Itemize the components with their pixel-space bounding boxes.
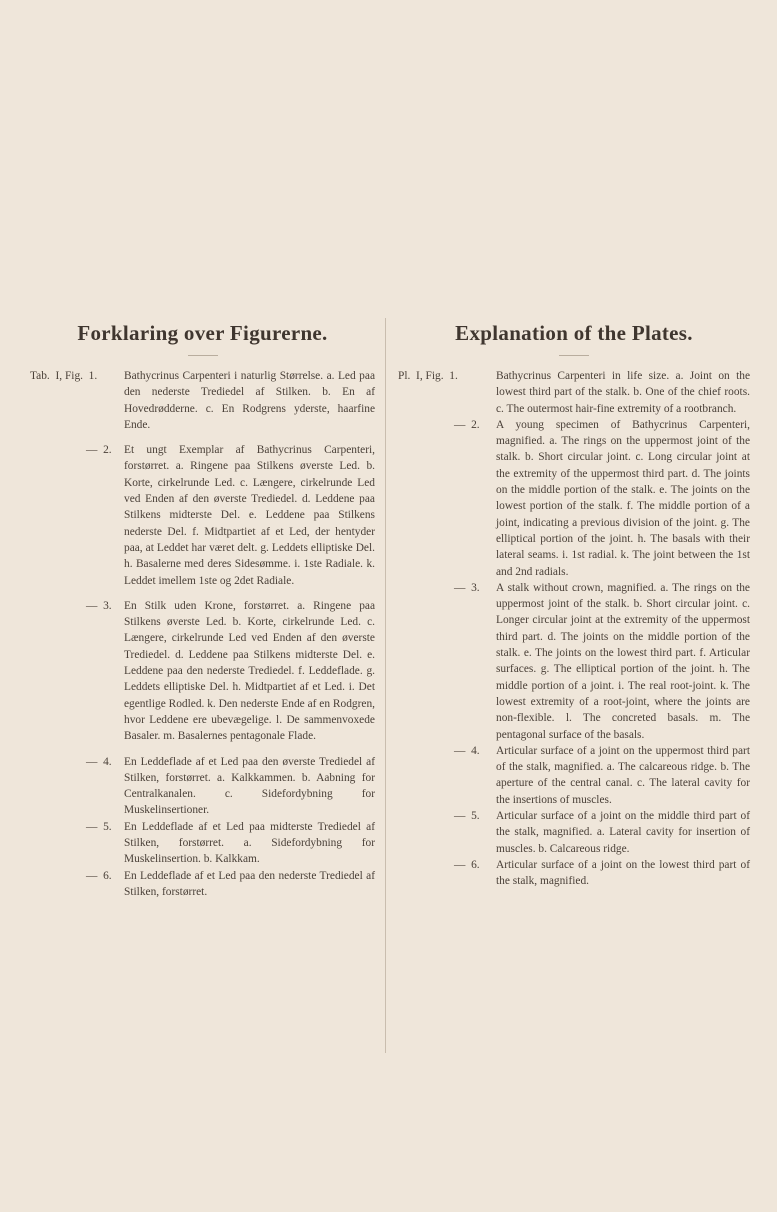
figure-entry [398,808,750,857]
danish-column [30,320,375,900]
figure-caption: Et ungt Exemplar af Bathycrinus Carpenteri, forstørret. a. Ringene paa Stilkens øverste Led. b. Korte, cirkelrunde Led. c. Længere, cirkelrunde Led ved Enden af den øverste Trediedel. d. Leddene paa Stilkens midterste Del. e. Leddene paa Stilkens nederste Del. f. Midtpartiet af et Led, der hentyder paa, at Leddet har været delt. g. Leddets elliptiske Del. h. Basalerne med deres Sidesømme. i. 1ste Radiale. k. Leddet imellem 1ste og 2det Radiale. [124,444,375,587]
figure-entry [30,442,375,589]
figure-label: — 5. [454,810,480,823]
column-divider [385,318,386,1053]
figure-entry [398,580,750,743]
figure-caption: En Leddeflade af et Led paa midterste Trediedel af Stilken, forstørret. a. Sidefordybning for Muskelinsertion. b. Kalkkam. [124,820,375,866]
danish-heading: Forklaring over Figurerne. [77,321,328,345]
figure-caption: Articular surface of a joint on the uppermost third part of the stalk, magnified. a. The calcareous ridge. b. The aperture of the central canal. c. The lateral cavity for the insertions of muscles. [496,744,750,806]
figure-caption: Bathycrinus Carpenteri i naturlig Størrelse. a. Led paa den nederste Trediedel af Stilken. b. En af Hovedrødderne. c. En Rodgrens yderste, haarfine Ende. [124,370,375,431]
figure-entry [30,754,375,819]
figure-caption: En Leddeflade af et Led paa den nederste Trediedel af Stilken, forstørret. [124,869,375,898]
english-heading: Explanation of the Plates. [455,321,693,345]
figure-label: — 4. [454,744,480,757]
figure-entry [398,417,750,580]
figure-label: Tab. I, Fig. 1. [30,370,98,382]
figure-label: — 6. [86,869,112,882]
figure-label: — 5. [86,820,112,833]
figure-label: — 6. [454,858,480,871]
figure-caption: A stalk without crown, magnified. a. The rings on the uppermost joint of the stalk. b. Short circular joint. c. Longer circular joint at the extremity of the uppermost third part. d. The joints on the middle portion of the stalk. e. The joints on the lowest third part. f. Articular surfaces. g. The elliptical portion of the joint. h. The middle portion of a joint. i. The real root-joint. k. The lowest extremity of a root-joint, where the joints are non-flexible. l. The concreted basals. m. The pentagonal surface of the basals. [496,581,750,741]
figure-caption: En Leddeflade af et Led paa den øverste Trediedel af Stilken, forstørret. a. Kalkkammen. b. Aabning for Centralkanalen. c. Sidefordybning for Muskelinsertioner. [124,755,375,817]
figure-entry [30,368,375,433]
figure-label: — 2. [86,444,112,457]
figure-label: Pl. I, Fig. 1. [398,370,458,382]
figure-entry [30,598,375,745]
figure-label: — 4. [86,755,112,768]
figure-entry [30,819,375,868]
english-column [398,320,750,890]
heading-rule [188,355,218,356]
figure-entry [30,868,375,901]
figure-caption: Articular surface of a joint on the middle third part of the stalk, magnified. a. Lateral cavity for insertion of muscles. b. Calcareous ridge. [496,810,750,855]
figure-caption: Articular surface of a joint on the lowest third part of the stalk, magnified. [496,858,750,888]
figure-entry [398,857,750,890]
figure-label: — 3. [454,581,480,594]
figure-label: — 2. [454,418,480,431]
figure-caption: En Stilk uden Krone, forstørret. a. Ringene paa Stilkens øverste Led. b. Korte, cirkelrunde Led. c. Længere, cirkelrunde Led ved Enden af den øverste Trediedel. d. Leddene paa Stilkens midterste Del. e. Leddene paa den nederste Trediedel. f. Leddeflade. g. Leddets elliptiske Del. h. Midtpartiet af et Led. i. Det egentlige Rodled. k. Den nederste Ende af en Rodgren, hvor Leddene ere ubevægelige. l. De sammenvoxede Basaler. m. Basalernes pentagonale Flade. [124,599,375,743]
heading-rule [559,355,589,356]
figure-caption: Bathycrinus Carpenteri in life size. a. Joint on the lowest third part of the stalk. b. One of the chief roots. c. The outermost hair-fine extremity of a rootbranch. [496,370,750,415]
figure-entry [398,743,750,808]
figure-caption: A young specimen of Bathycrinus Carpenteri, magnified. a. The rings on the uppermost joint of the stalk. b. Short circular joint. c. Long circular joint at the extremity of the uppermost third part. d. The joints on the middle portion of the stalk. e. The joints on the lowest portion of the stalk. f. The middle portion of a joint, indicating a previous division of the joint. g. The elliptical portion of the joint. h. The basals with their lateral seams. i. 1st radial. k. The joint between the 1st and 2nd radials. [496,418,750,578]
figure-entry [398,368,750,417]
figure-label: — 3. [86,599,112,612]
